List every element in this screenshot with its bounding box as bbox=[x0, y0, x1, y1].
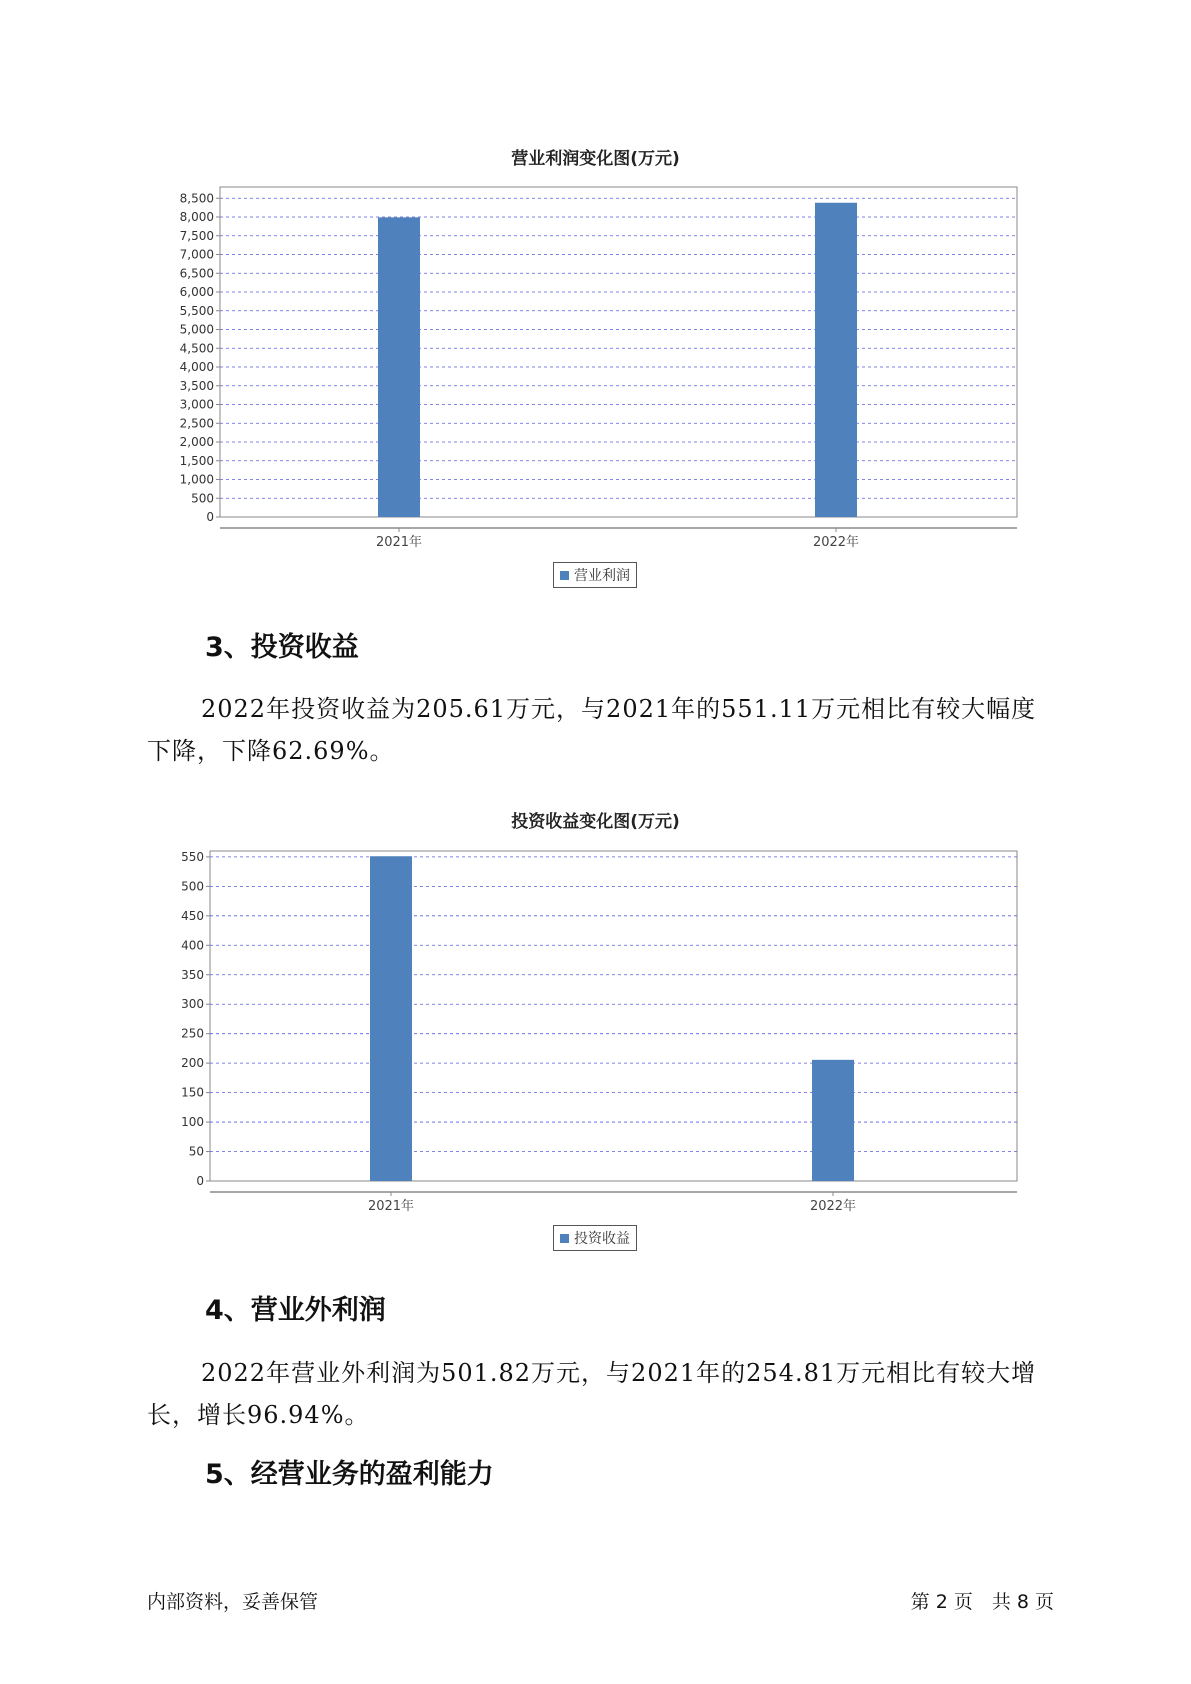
legend-swatch-icon bbox=[560, 1234, 569, 1243]
section-4-paragraph: 2022年营业外利润为501.82万元，与2021年的254.81万元相比有较大增长，增长96.94%。 bbox=[147, 1359, 1037, 1429]
bar-2021年 bbox=[370, 856, 412, 1181]
chart1-legend-label: 营业利润 bbox=[574, 568, 630, 584]
section-5-heading: 5、经营业务的盈利能力 bbox=[205, 1459, 494, 1490]
y-tick-label: 1,500 bbox=[179, 453, 214, 468]
bar-2022年 bbox=[812, 1060, 854, 1181]
chart1-title: 营业利润变化图(万元) bbox=[511, 149, 680, 169]
y-tick-label: 400 bbox=[181, 938, 204, 953]
y-tick-label: 2,500 bbox=[179, 416, 214, 431]
y-tick-label: 550 bbox=[181, 849, 204, 864]
y-tick-label: 1,000 bbox=[179, 472, 214, 487]
y-tick-label: 500 bbox=[181, 879, 204, 894]
y-tick-label: 50 bbox=[188, 1144, 204, 1159]
section-3-heading: 3、投资收益 bbox=[205, 632, 359, 663]
footer-page-number: 第 2 页 共 8 页 bbox=[910, 1591, 1054, 1613]
y-tick-label: 350 bbox=[181, 967, 204, 982]
y-tick-label: 150 bbox=[181, 1085, 204, 1100]
y-tick-label: 7,500 bbox=[179, 228, 214, 243]
y-tick-label: 500 bbox=[191, 491, 214, 506]
y-tick-label: 0 bbox=[196, 1174, 204, 1188]
x-tick-label: 2022年 bbox=[809, 1199, 857, 1214]
y-tick-label: 4,500 bbox=[179, 341, 214, 356]
y-tick-label: 250 bbox=[181, 1026, 204, 1041]
y-tick-label: 6,500 bbox=[179, 266, 214, 281]
plot-frame bbox=[210, 851, 1017, 1181]
chart2-legend-label: 投资收益 bbox=[574, 1231, 630, 1247]
chart2-title: 投资收益变化图(万元) bbox=[511, 812, 680, 832]
y-tick-label: 450 bbox=[181, 908, 204, 923]
y-tick-label: 7,000 bbox=[179, 247, 214, 262]
y-tick-label: 5,000 bbox=[179, 322, 214, 337]
x-tick-label: 2022年 bbox=[812, 535, 860, 550]
y-tick-label: 8,000 bbox=[179, 210, 214, 224]
y-tick-label: 5,500 bbox=[179, 303, 214, 318]
section-3-paragraph: 2022年投资收益为205.61万元，与2021年的551.11万元相比有较大幅度下降，下降62.69%。 bbox=[147, 695, 1037, 765]
y-tick-label: 100 bbox=[181, 1115, 204, 1130]
y-tick-label: 300 bbox=[181, 997, 204, 1012]
y-tick-label: 2,000 bbox=[179, 435, 214, 449]
x-tick-label: 2021年 bbox=[367, 1199, 415, 1214]
y-tick-label: 8,500 bbox=[179, 191, 214, 206]
footer-confidential-note: 内部资料，妥善保管 bbox=[147, 1591, 319, 1613]
y-tick-label: 4,000 bbox=[179, 360, 214, 374]
chart2-legend bbox=[553, 1225, 637, 1251]
y-tick-label: 3,500 bbox=[179, 378, 214, 393]
y-tick-label: 0 bbox=[206, 510, 214, 524]
y-tick-label: 3,000 bbox=[179, 397, 214, 412]
y-tick-label: 6,000 bbox=[179, 285, 214, 299]
section-4-heading: 4、营业外利润 bbox=[205, 1295, 386, 1326]
y-tick-label: 200 bbox=[181, 1056, 204, 1071]
x-tick-label: 2021年 bbox=[375, 535, 423, 550]
